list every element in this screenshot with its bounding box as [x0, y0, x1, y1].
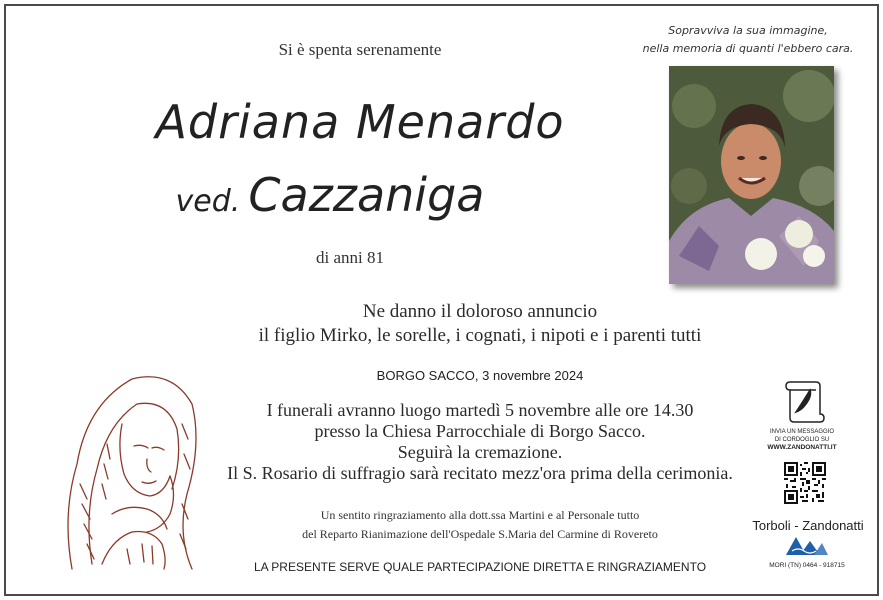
footer-text: LA PRESENTE SERVE QUALE PARTECIPAZIONE DIRETTA E RINGRAZIAMENTO: [253, 560, 707, 574]
announce-line-1: Ne danno il doloroso annuncio: [362, 301, 598, 322]
thanks-line-1: Un sentito ringraziamento alla dott.ssa Martini e al Personale tutto: [320, 508, 640, 522]
lead-text: Si è spenta serenamente: [278, 40, 442, 59]
msg-line-2: DI CORDOGLIO SU: [774, 437, 830, 443]
quote-line-2: nella memoria di quanti l'ebbero cara.: [642, 42, 854, 55]
funeral-line-3: Seguirà la cremazione.: [397, 442, 563, 462]
funeral-details: [190, 400, 770, 484]
thanks-text: [240, 506, 720, 544]
deceased-photo: [669, 66, 834, 284]
condolence-message-link[interactable]: [752, 428, 852, 452]
agency-contact: MORI (TN) 0464 - 918715: [769, 562, 845, 569]
agency-logo-icon: [786, 537, 828, 555]
announcement: [200, 300, 760, 348]
married-name-line: [60, 168, 600, 222]
thanks-line-2: del Reparto Rianimazione dell'Ospedale S.Maria del Carmine di Rovereto: [302, 527, 658, 541]
quote-line-1: Sopravviva la sua immagine,: [668, 24, 828, 37]
funeral-line-4: Il S. Rosario di suffragio sarà recitato mezz'ora prima della cerimonia.: [227, 463, 733, 483]
qr-code-icon[interactable]: [784, 462, 826, 504]
madonna-drawing: [52, 364, 202, 574]
funeral-line-1: I funerali avranno luogo martedì 5 novembre alle ore 14.30: [266, 400, 694, 420]
age-text: di anni 81: [316, 248, 384, 267]
agency-website[interactable]: WWW.ZANDONATTI.IT: [767, 444, 837, 451]
scroll-quill-icon[interactable]: [782, 376, 826, 424]
place-date: BORGO SACCO, 3 novembre 2024: [376, 368, 584, 383]
announce-line-2: il figlio Mirko, le sorelle, i cognati, i nipoti e i parenti tutti: [258, 325, 702, 346]
madonna-sketch-icon: [52, 364, 202, 574]
memorial-quote: [628, 22, 868, 58]
funeral-line-2: presso la Chiesa Parrocchiale di Borgo Sacco.: [314, 421, 646, 441]
agency-name: Torboli - Zandonatti: [752, 518, 864, 533]
msg-line-1: INVIA UN MESSAGGIO: [769, 429, 834, 435]
portrait-illustration: [669, 66, 834, 284]
deceased-name: Adriana Menardo: [155, 95, 565, 149]
widow-prefix: ved.: [175, 184, 241, 219]
married-name: Cazzaniga: [248, 168, 485, 222]
